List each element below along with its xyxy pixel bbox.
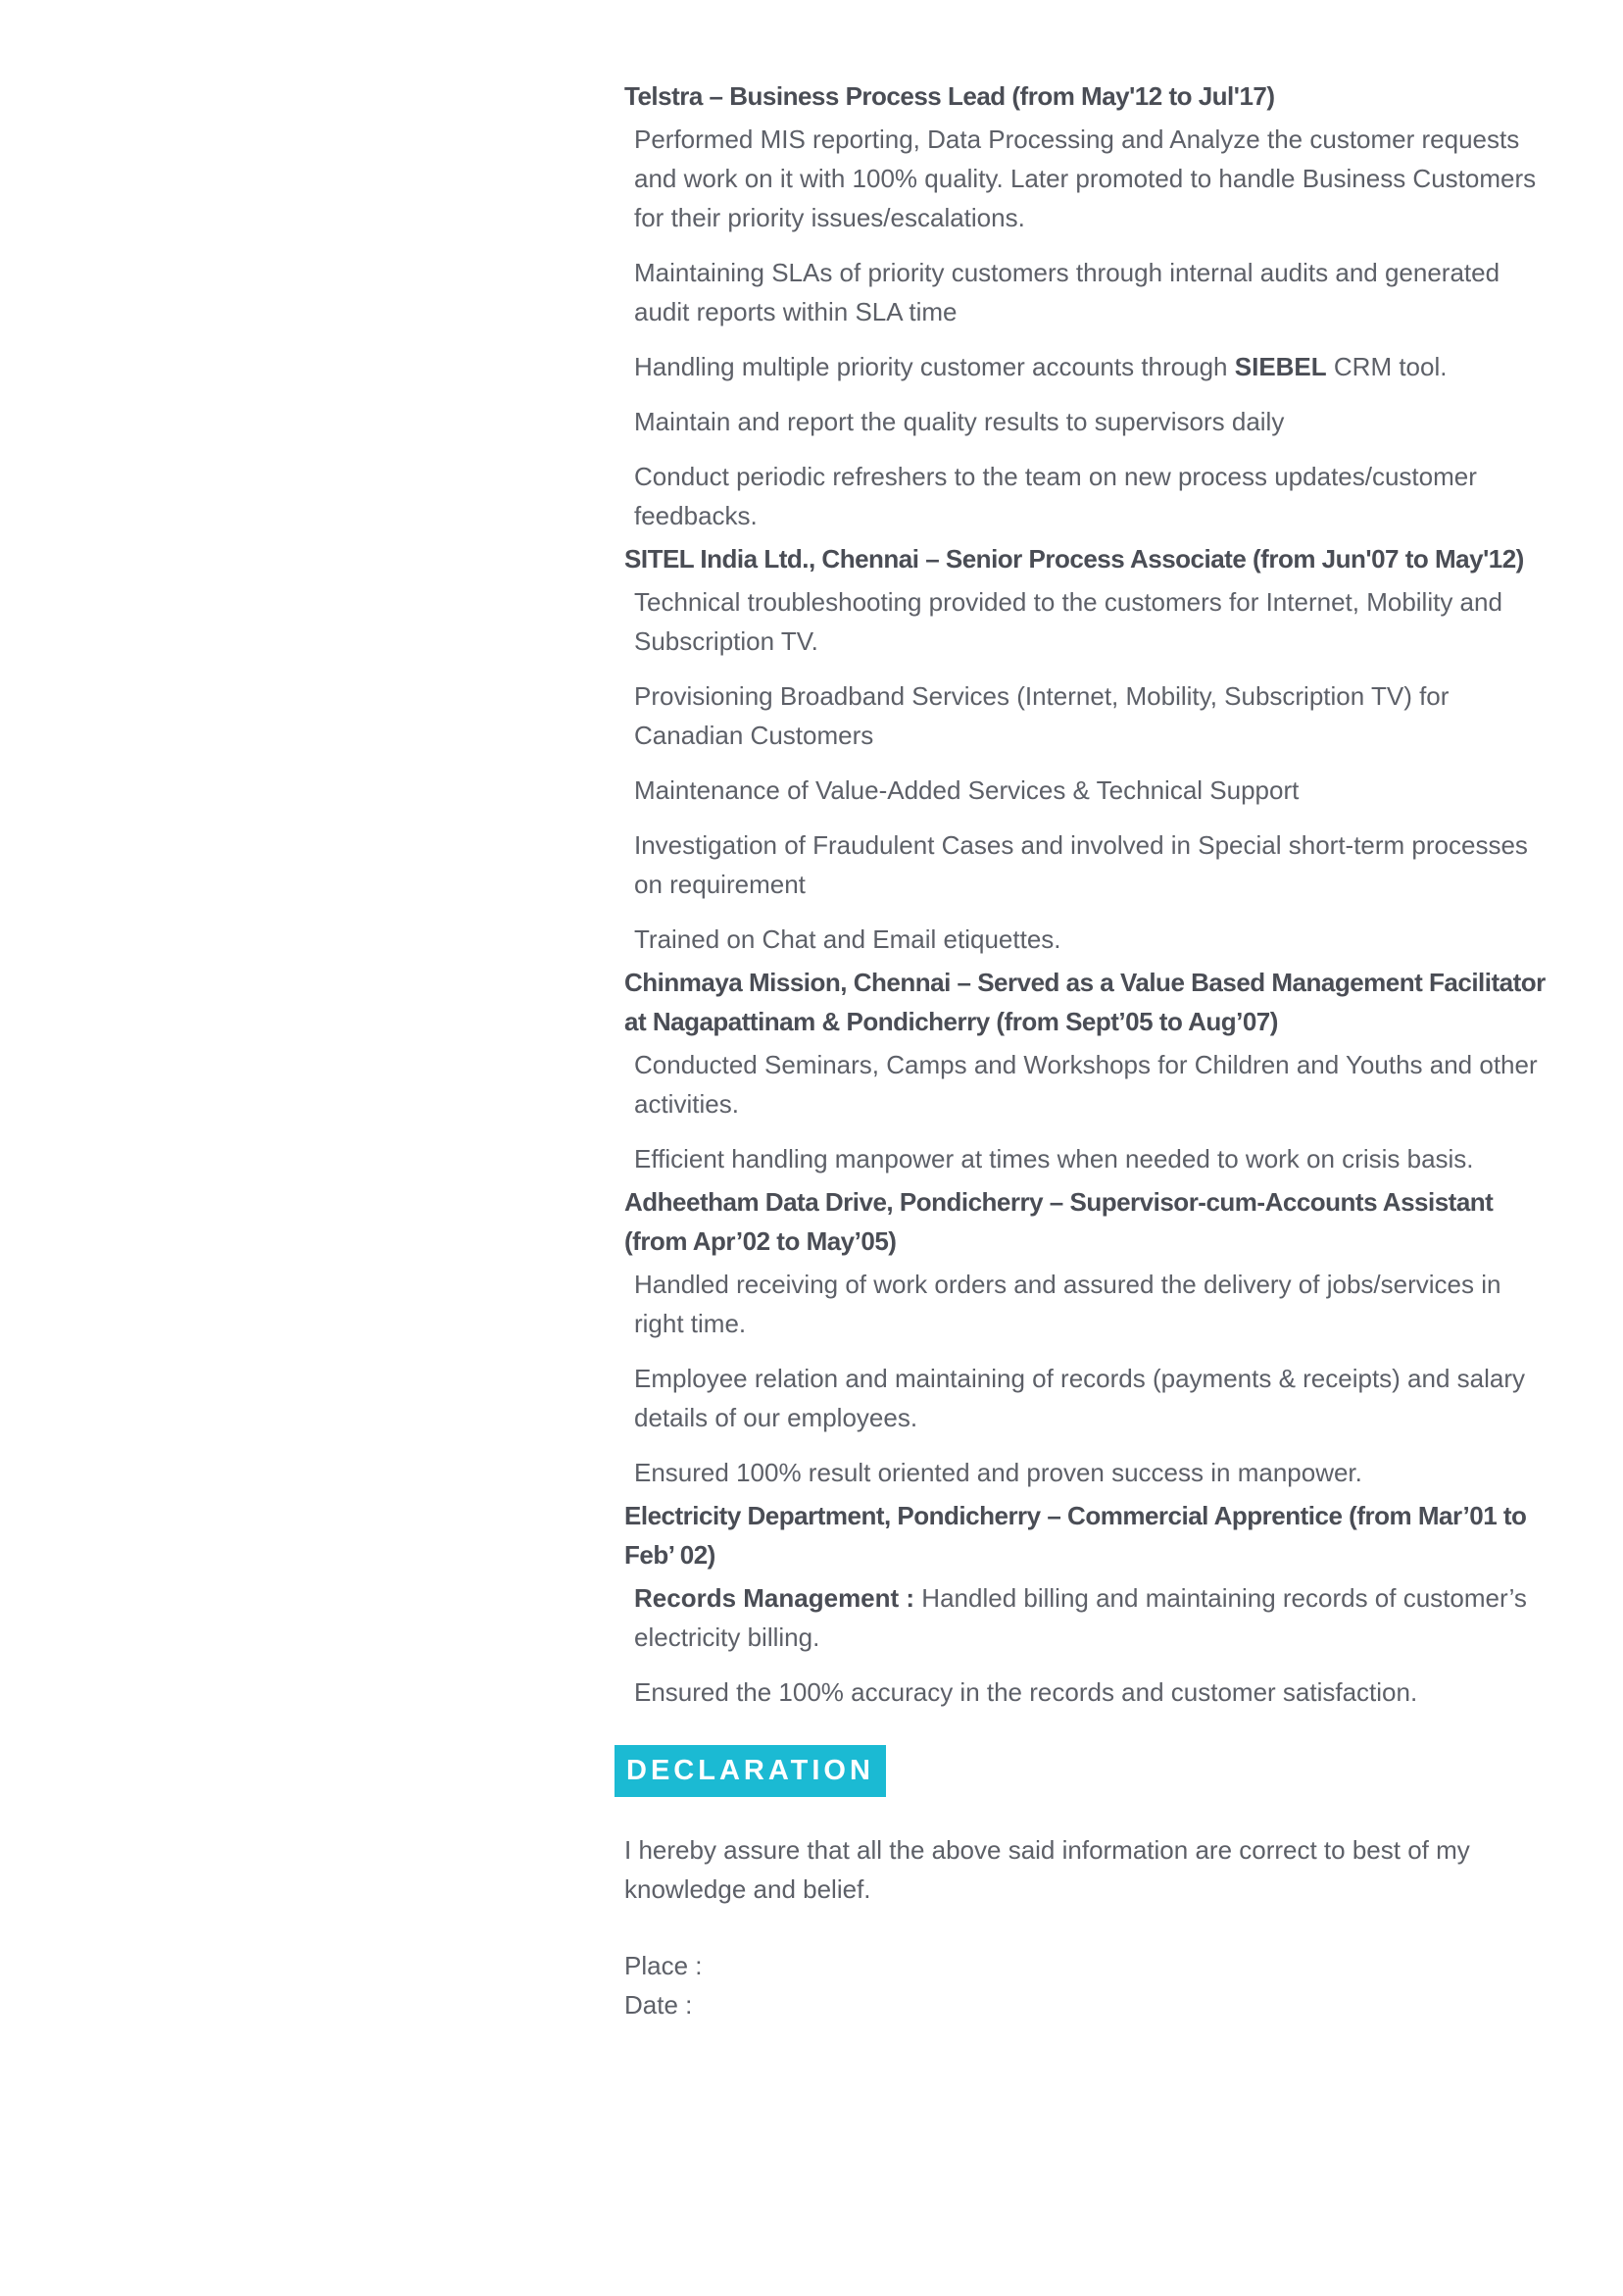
job-entry-adheetham [624,1182,1546,1492]
job-title: Adheetham Data Drive, Pondicherry – Supervisor-cum-Accounts Assistant (from Apr’02 to May’05) [624,1187,1494,1256]
list-item: Technical troubleshooting provided to the customers for Internet, Mobility and Subscription TV. [634,587,1502,656]
list-item: Handled receiving of work orders and assured the delivery of jobs/services in right time. [634,1270,1501,1338]
job-bullets [624,1045,1546,1178]
job-title: SITEL India Ltd., Chennai – Senior Process Associate (from Jun'07 to May'12) [624,544,1524,574]
list-item: Maintaining SLAs of priority customers through internal audits and generated audit reports within SLA time [634,258,1500,326]
list-item: Efficient handling manpower at times when needed to work on crisis basis. [634,1144,1474,1173]
job-entry-sitel [624,539,1546,959]
list-item: Ensured the 100% accuracy in the records and customer satisfaction. [634,1677,1418,1707]
list-item: Conduct periodic refreshers to the team on new process updates/customer feedbacks. [634,462,1477,530]
job-bullets [624,582,1546,959]
list-item: Ensured 100% result oriented and proven success in manpower. [634,1458,1362,1487]
list-item: Maintain and report the quality results to supervisors daily [634,407,1285,436]
list-item-text: Handled billing and maintaining records of customer’s electricity billing. [634,1583,1527,1652]
date-label: Date : [624,1990,693,2020]
job-title: Telstra – Business Process Lead (from May'12 to Jul'17) [624,81,1275,111]
job-entry-electricity [624,1496,1546,1712]
job-bullets [624,1265,1546,1492]
list-item: Provisioning Broadband Services (Internet, Mobility, Subscription TV) for Canadian Customers [634,681,1450,750]
resume-content [624,76,1546,2024]
list-item: Performed MIS reporting, Data Processing and Analyze the customer requests and work on it with 100% quality. Later promoted to handle Business Customers for their priority issues/escalations. [634,125,1537,232]
job-entry-chinmaya [624,963,1546,1178]
list-item: Employee relation and maintaining of records (payments & receipts) and salary details of our employees. [634,1364,1526,1432]
list-item: Investigation of Fraudulent Cases and involved in Special short-term processes on requirement [634,830,1528,899]
job-bullets [624,120,1546,535]
job-entry-telstra [624,76,1546,535]
job-bullets [624,1578,1546,1712]
list-item-bold-text: Records Management : [634,1583,915,1613]
declaration-text: I hereby assure that all the above said information are correct to best of my knowledge and belief. [624,1835,1470,1904]
list-item: Conducted Seminars, Camps and Workshops for Children and Youths and other activities. [634,1050,1538,1119]
declaration-heading: DECLARATION [615,1745,886,1797]
list-item-text: CRM tool. [1326,352,1448,381]
list-item [634,347,1546,386]
list-item-bold-text: SIEBEL [1234,352,1327,381]
place-label: Place : [624,1951,703,1980]
job-title: Chinmaya Mission, Chennai – Served as a Value Based Management Facilitator at Nagapattinam & Pondicherry (from Sept’05 to Aug’07) [624,968,1546,1036]
list-item: Trained on Chat and Email etiquettes. [634,924,1061,954]
job-title: Electricity Department, Pondicherry – Commercial Apprentice (from Mar’01 to Feb’ 02) [624,1501,1527,1570]
list-item: Maintenance of Value-Added Services & Technical Support [634,775,1300,805]
list-item-text: Handling multiple priority customer accounts through [634,352,1235,381]
list-item [634,1578,1546,1657]
